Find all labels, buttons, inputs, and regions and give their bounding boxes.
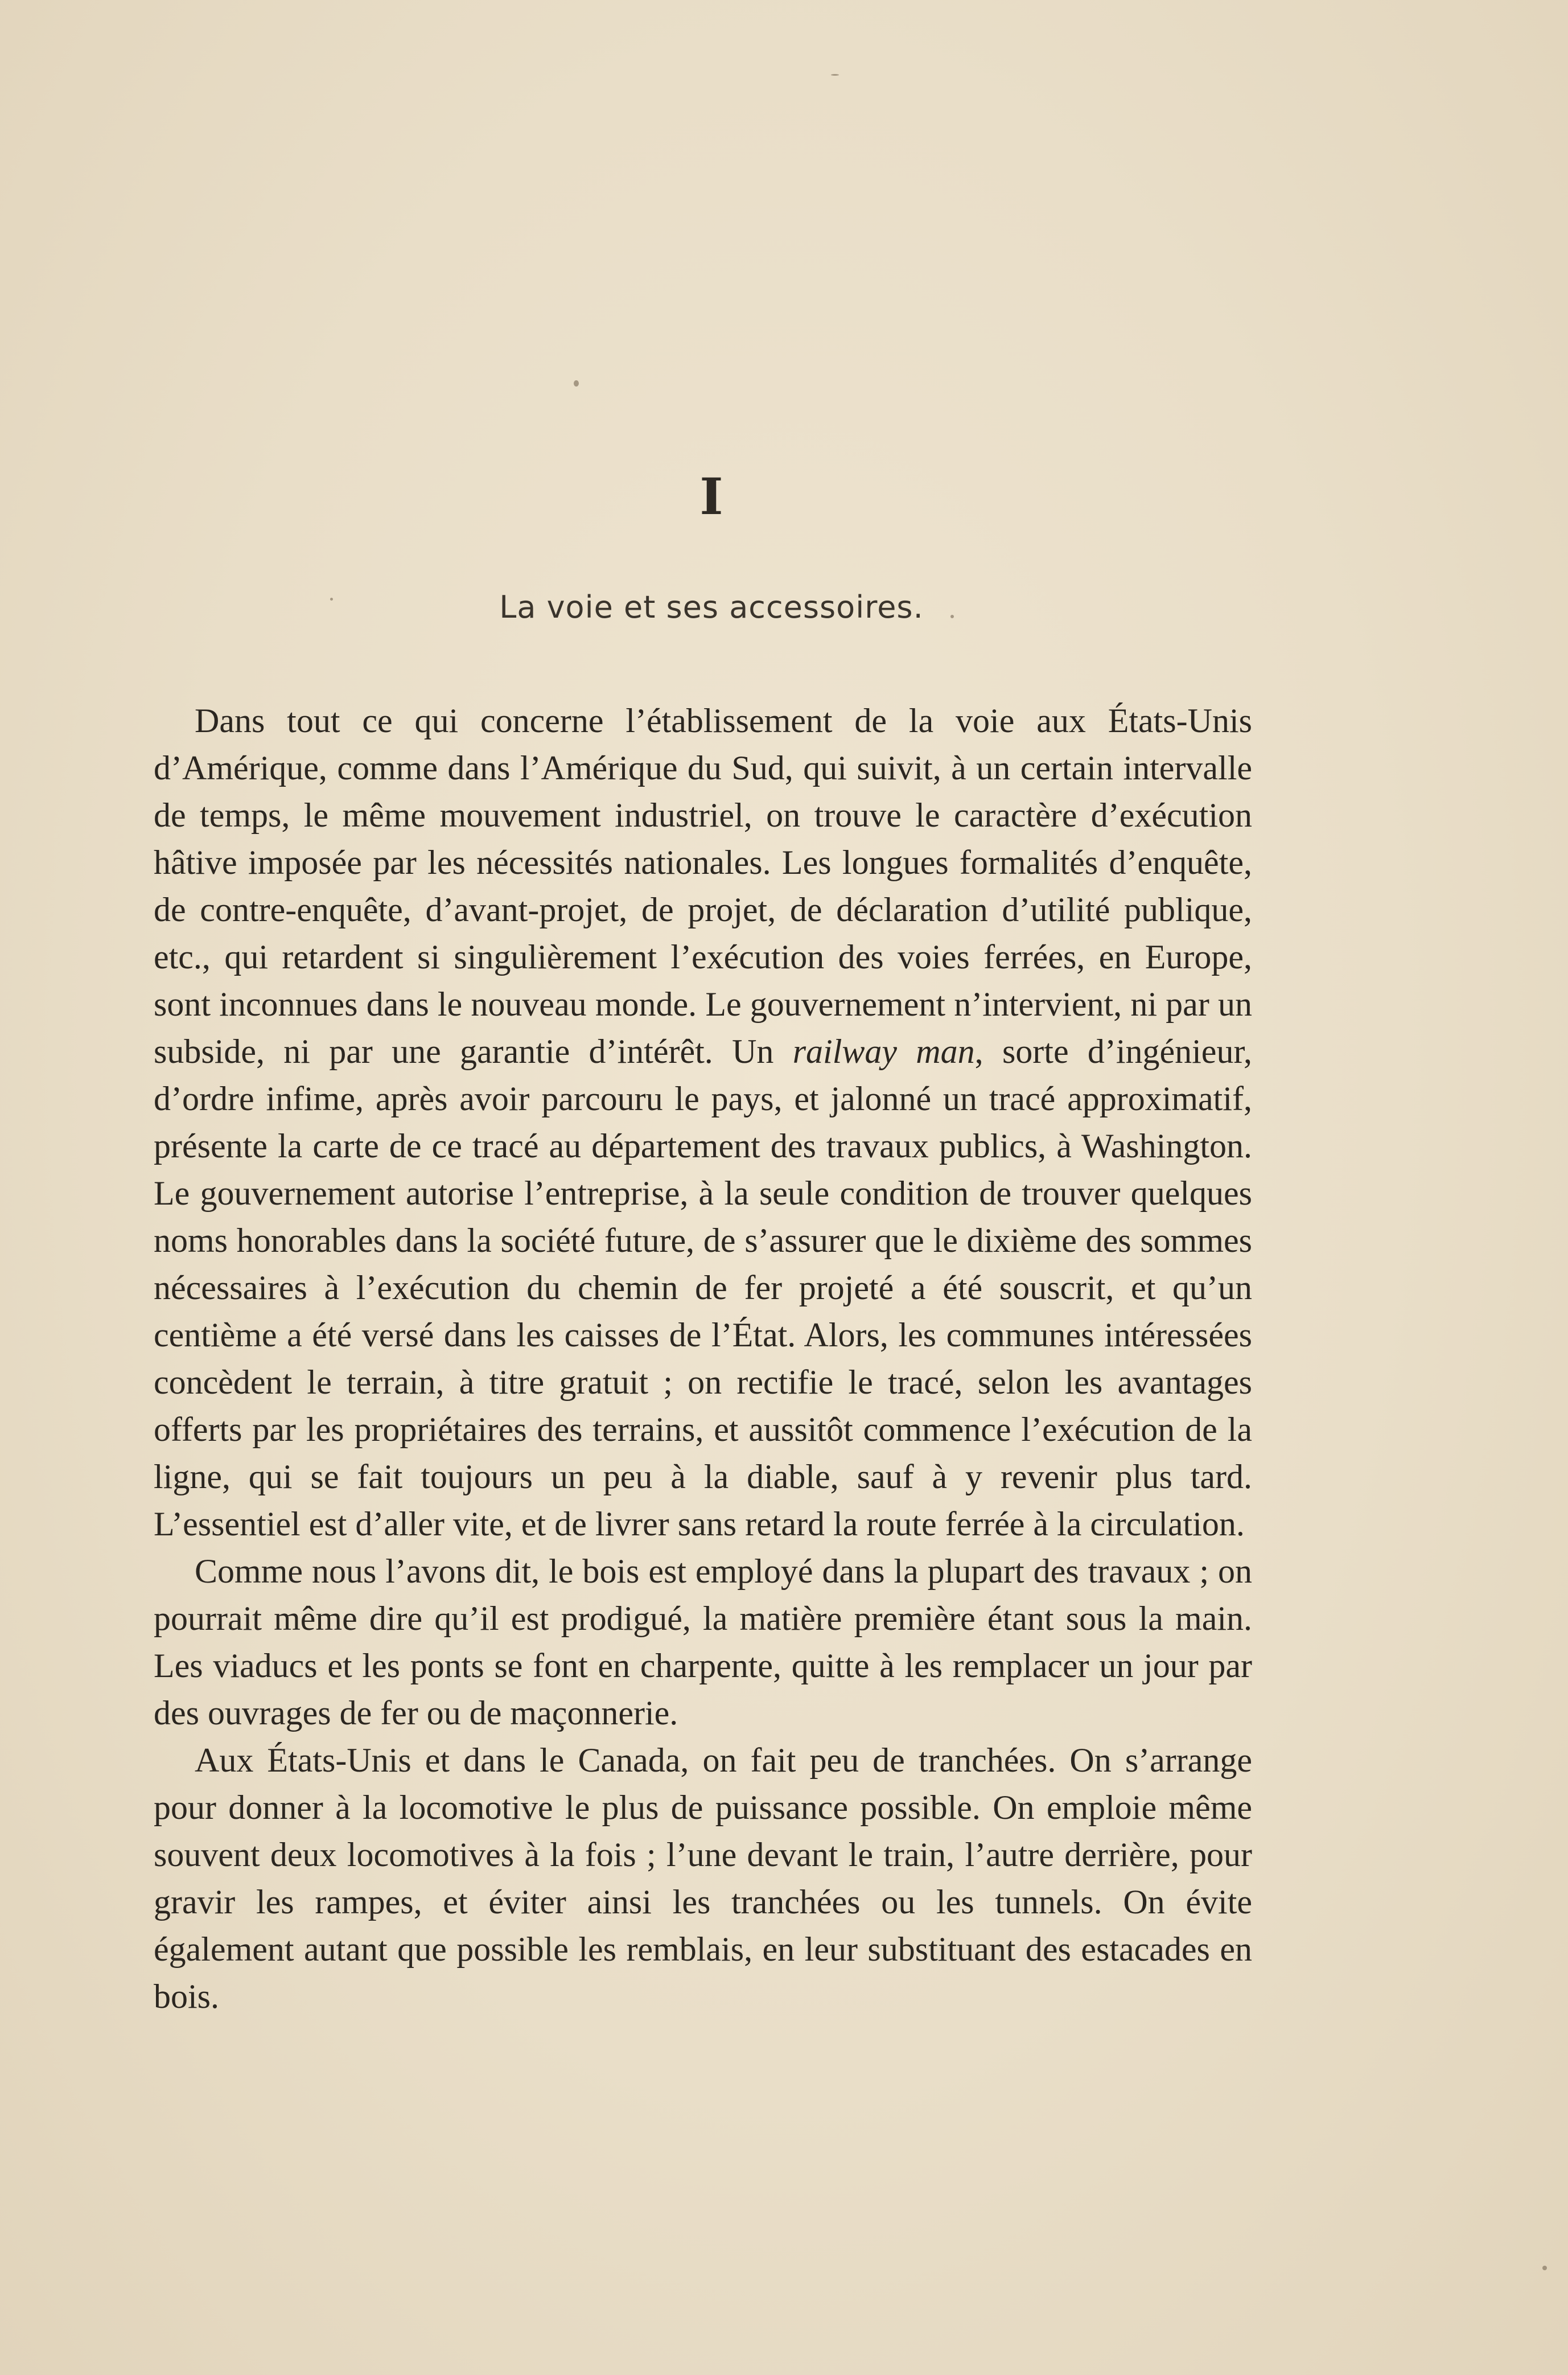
paragraph-1 [154,697,1252,1548]
paragraph-1-part-1: Dans tout ce qui concerne l’établissement de la voie aux États-Unis d’Amérique, comme dans l’Amérique du Sud, qui suivit, à un certain intervalle de temps, le même mouvement industriel, on trouve le caractère d’exécution hâtive imposée par les nécessités nationales. Les longues formalités d’enquête, de contre-enquête, d’avant-projet, de projet, de déclaration d’utilité publique, etc., qui retardent si singulièrement l’exécution des voies ferrées, en Europe, sont inconnues dans le nouveau monde. Le gouvernement n’intervient, ni par un subside, ni par une garantie d’intérêt. Un [154,702,1252,1070]
paper-speck [1542,2266,1547,2270]
paragraph-1-part-2: , sorte d’ingénieur, d’ordre infime, après avoir parcouru le pays, et jalonné un tracé approximatif, présente la carte de ce tracé au département des travaux publics, à Washington. Le gouvernement autorise l’entreprise, à la seule condition de trouver quelques noms honorables dans la société future, de s’assurer que le dixième des sommes nécessaires à l’exécution du chemin de fer projeté a été souscrit, et qu’un centième a été versé dans les caisses de l’État. Alors, les communes intéressées concèdent le terrain, à titre gratuit ; on rectifie le tracé, selon les avantages offerts par les propriétaires des terrains, et aussitôt commence l’exécution de la ligne, qui se fait toujours un peu à la diable, sauf à y revenir plus tard. L’essentiel est d’aller vite, et de livrer sans retard la route ferrée à la circulation. [154,1033,1253,1543]
chapter-number: I [699,467,723,526]
body-text [154,697,1252,2020]
paragraph-2: Comme nous l’avons dit, le bois est employé dans la plupart des travaux ; on pourrait même dire qu’il est prodigué, la matière première étant sous la main. Les viaducs et les ponts se font en charpente, quitte à les remplacer un jour par des ouvrages de fer ou de maçonnerie. [154,1552,1252,1732]
section-title: La voie et ses accessoires. [499,589,924,625]
paper-speck [574,380,579,387]
paper-speck [831,74,839,76]
paragraph-3: Aux États-Unis et dans le Canada, on fait peu de tranchées. On s’arrange pour donner à la locomotive le plus de puissance possible. On emploie même souvent deux locomotives à la fois ; l’une devant le train, l’autre derrière, pour gravir les rampes, et éviter ainsi les tranchées ou les tunnels. On évite également autant que possible les remblais, en leur substituant des estacades en bois. [154,1741,1252,2015]
railway-man-term: railway man [792,1033,975,1070]
